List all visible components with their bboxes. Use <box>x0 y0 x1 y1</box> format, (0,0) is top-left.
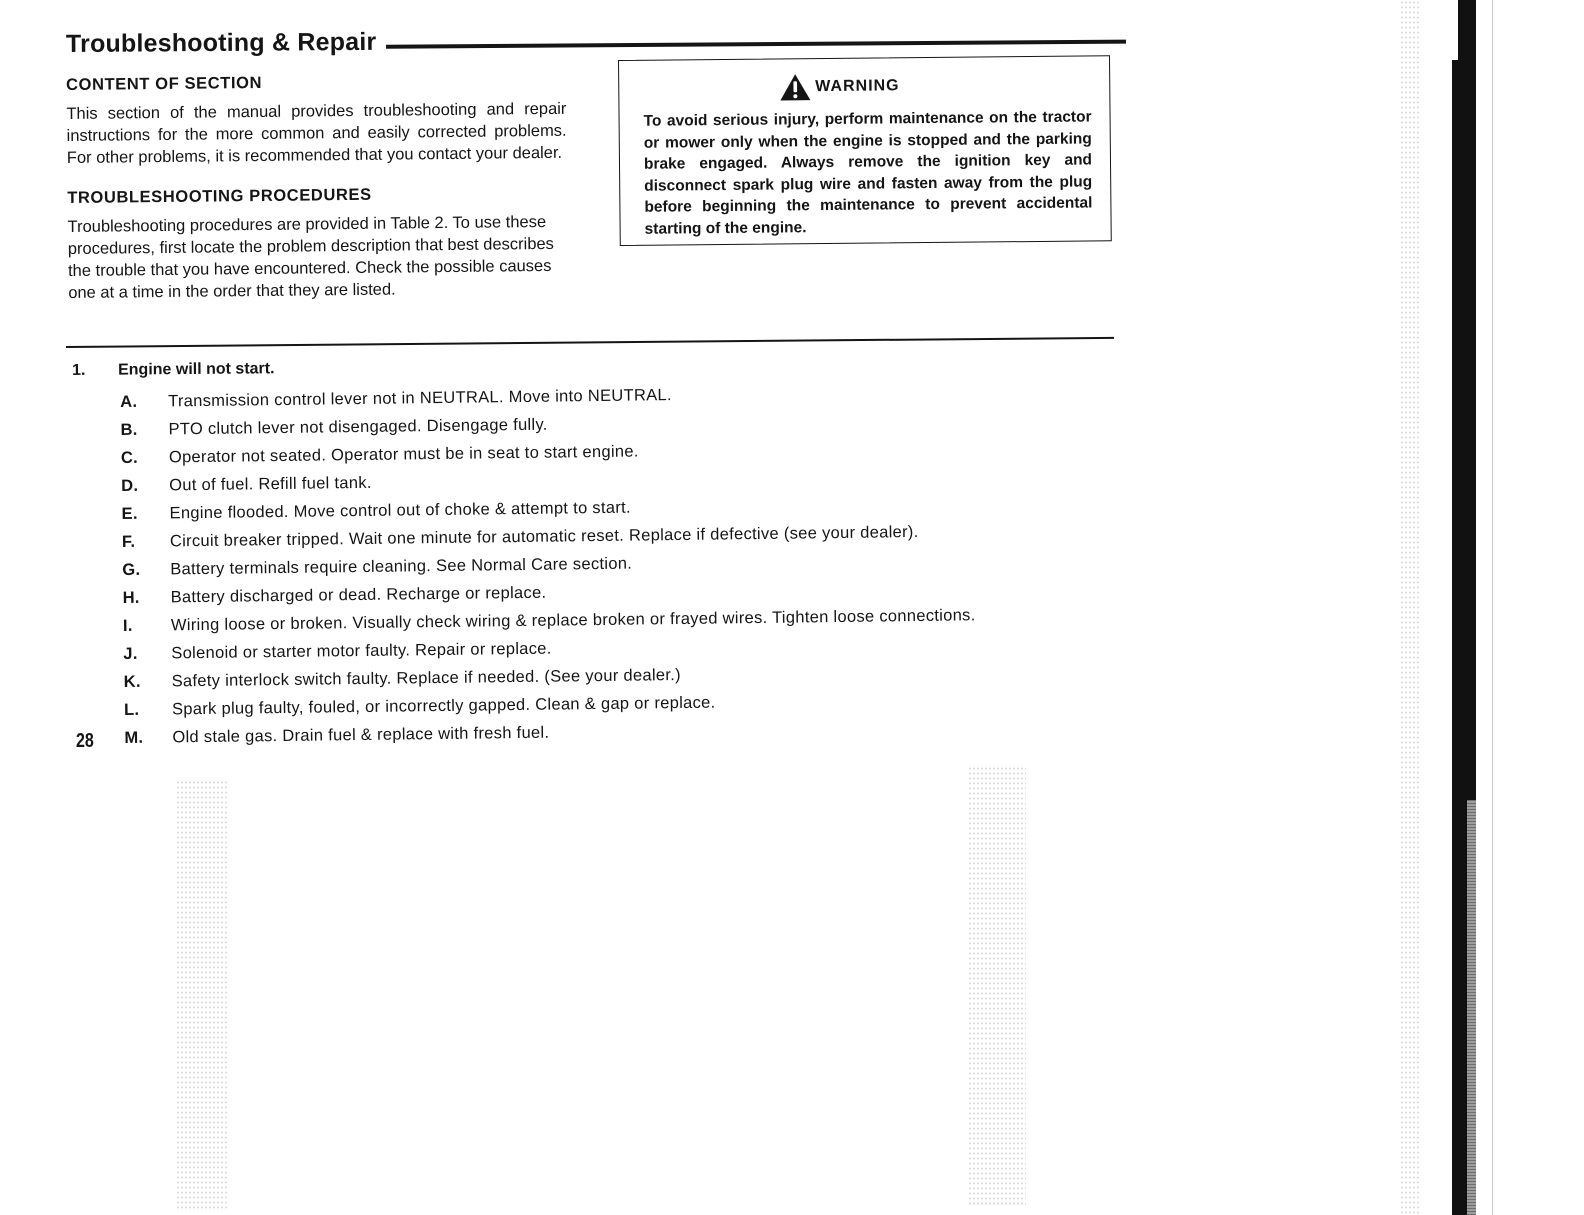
cause-text: Battery discharged or dead. Recharge or replace. <box>170 583 547 606</box>
cause-letter: B. <box>120 420 138 439</box>
page-number: 28 <box>76 730 94 752</box>
cause-letter: E. <box>121 504 138 523</box>
cause-letter: J. <box>123 644 138 663</box>
cause-text: Out of fuel. Refill fuel tank. <box>169 473 372 494</box>
warning-header <box>779 72 900 101</box>
cause-text: Safety interlock switch faulty. Replace if needed. (See your dealer.) <box>171 665 681 690</box>
cause-letter: M. <box>124 728 144 747</box>
scan-noise <box>968 766 1026 1206</box>
cause-letter: A. <box>120 392 138 411</box>
cause-list <box>120 375 1124 752</box>
cause-text: Battery terminals require cleaning. See Normal Care section. <box>170 554 633 578</box>
cause-text: Spark plug faulty, fouled, or incorrectly gapped. Clean & gap or replace. <box>171 693 716 718</box>
warning-text: To avoid serious injury, perform maintenance on the tractor or mower only when the engine is stopped and the parking brake engaged. Always remove the ignition key and disconnect spark plug wire and fasten away from the plug before beginning the maintenance to prevent accidental starting of the engine. <box>643 108 1093 238</box>
warning-box <box>618 55 1112 246</box>
procedures-heading: TROUBLESHOOTING PROCEDURES <box>67 185 372 207</box>
content-section-heading: CONTENT OF SECTION <box>66 73 263 94</box>
cause-letter: G. <box>122 560 141 579</box>
problem-title: Engine will not start. <box>117 360 275 379</box>
cause-text: Old stale gas. Drain fuel & replace with fresh fuel. <box>172 723 550 746</box>
cause-text: Wiring loose or broken. Visually check wiring & replace broken or frayed wires. Tighten loose connections. <box>170 605 976 634</box>
cause-text: Operator not seated. Operator must be in seat to start engine. <box>168 441 639 466</box>
problem-number: 1. <box>72 361 86 379</box>
problem-heading <box>72 360 275 380</box>
cause-letter: F. <box>121 532 136 551</box>
cause-letter: H. <box>122 588 140 607</box>
warning-triangle-icon <box>779 73 811 101</box>
title-rule <box>386 40 1126 49</box>
cause-text: Circuit breaker tripped. Wait one minute for automatic reset. Replace if defective (see your dealer). <box>169 522 919 550</box>
cause-text: Engine flooded. Move control out of choke & attempt to start. <box>169 498 631 522</box>
scan-noise <box>1400 0 1420 1215</box>
content-section-text: This section of the manual provides troubleshooting and repair instructions for the more common and easily corrected problems. For other problems, it is recommended that you contact your dealer. <box>66 99 567 167</box>
intro-column <box>66 71 568 304</box>
page-edge <box>1492 0 1493 1215</box>
page-title: Troubleshooting & Repair <box>65 27 377 58</box>
title-row <box>66 23 1126 59</box>
procedures-text: Troubleshooting procedures are provided in Table 2. To use these procedures, first locate the problem description that best describes the trouble that you have encountered. Check the possible causes one at a time in the order that they are listed. <box>67 212 554 302</box>
cause-text: Solenoid or starter motor faulty. Repair or replace. <box>171 639 552 662</box>
binding-notch <box>1448 0 1458 60</box>
cause-letter: L. <box>123 700 140 719</box>
cause-text: PTO clutch lever not disengaged. Disengage fully. <box>168 415 548 438</box>
cause-letter: K. <box>123 672 141 691</box>
cause-letter: I. <box>122 616 133 635</box>
cause-letter: C. <box>120 448 139 467</box>
binding-texture <box>1467 800 1476 1215</box>
cause-text: Transmission control lever not in NEUTRAL. Move into NEUTRAL. <box>168 385 672 410</box>
section-divider <box>66 337 1114 348</box>
cause-letter: D. <box>121 476 139 495</box>
scan-noise <box>176 780 228 1210</box>
warning-label: WARNING <box>815 77 900 96</box>
